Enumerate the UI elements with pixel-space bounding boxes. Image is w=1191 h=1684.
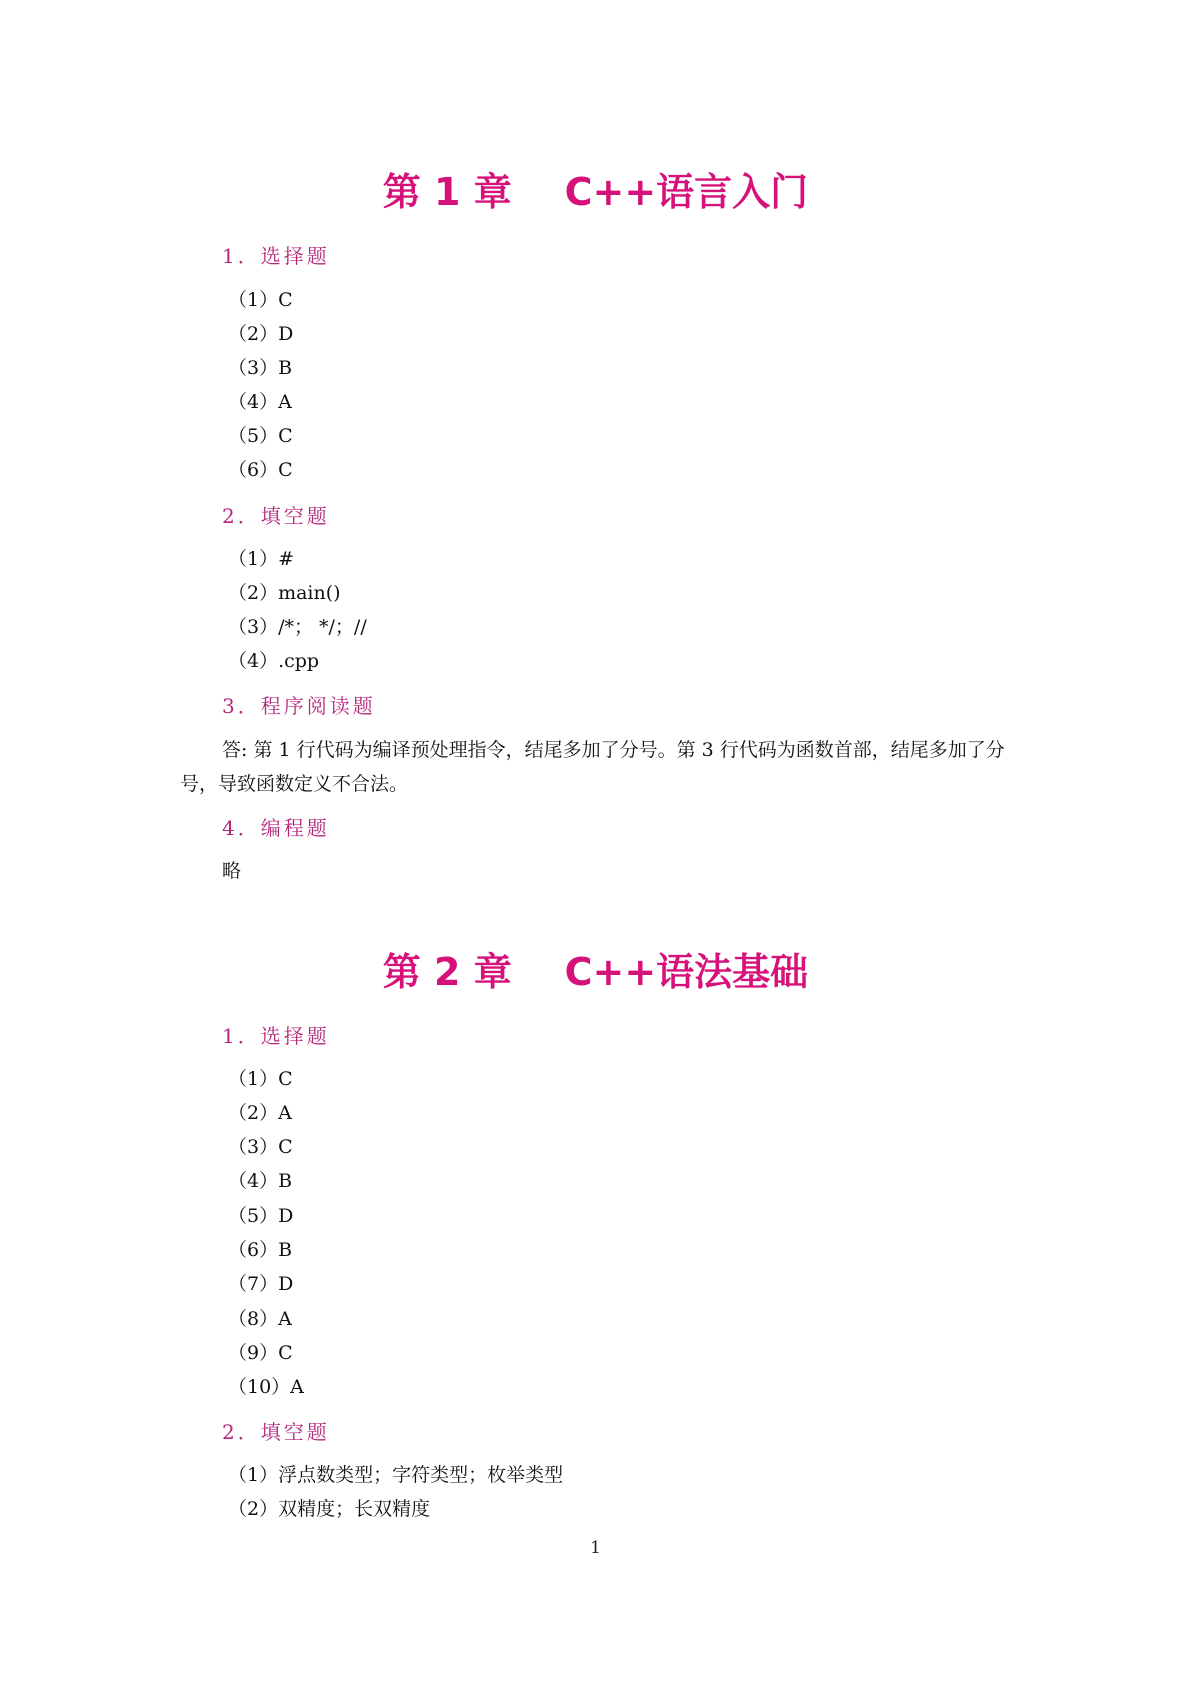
- ch1-fill-heading: 2．填空题: [222, 504, 330, 528]
- ch2-choice-heading: 1．选择题: [222, 1024, 330, 1048]
- chapter-1-title: 第 1 章 C++语言入门: [382, 170, 809, 214]
- ch1-fill-answer: （4）.cpp: [228, 650, 320, 672]
- ch2-fill-heading: 2．填空题: [222, 1420, 330, 1444]
- ch1-choice-answer: （1）C: [228, 289, 293, 311]
- ch1-fill-answer: （2）main(): [228, 582, 341, 604]
- ch1-choice-answer: （2）D: [228, 323, 294, 345]
- ch2-choice-answer: （1）C: [228, 1068, 293, 1090]
- ch1-choice-answer: （5）C: [228, 425, 293, 447]
- ch2-choice-answer: （7）D: [228, 1273, 294, 1295]
- ch1-fill-answer: （3）/*； */；//: [228, 616, 367, 638]
- ch2-choice-answer: （9）C: [228, 1342, 293, 1364]
- ch2-choice-answer: （4）B: [228, 1170, 293, 1192]
- ch1-reading-heading: 3．程序阅读题: [222, 694, 376, 718]
- ch1-choice-answer: （6）C: [228, 459, 293, 481]
- ch2-choice-answer: （5）D: [228, 1205, 294, 1227]
- ch2-choice-answer: （10）A: [228, 1376, 304, 1398]
- ch2-choice-answer: （8）A: [228, 1308, 292, 1330]
- ch2-fill-answer: （2）双精度；长双精度: [228, 1498, 431, 1520]
- ch2-choice-answer: （6）B: [228, 1239, 293, 1261]
- ch1-choice-answer: （4）A: [228, 391, 292, 413]
- ch1-programming-answer: 略: [222, 860, 242, 882]
- ch1-reading-answer: 答: 第 1 行代码为编译预处理指令，结尾多加了分号。第 3 行代码为函数首部，结尾多加了分号，导致函数定义不合法。: [180, 739, 1005, 795]
- ch1-fill-answer: （1）#: [228, 548, 295, 570]
- ch1-choice-heading: 1．选择题: [222, 244, 330, 268]
- ch2-choice-answer: （2）A: [228, 1102, 292, 1124]
- ch2-choice-answer: （3）C: [228, 1136, 293, 1158]
- ch1-choice-answer: （3）B: [228, 357, 293, 379]
- chapter-2-title: 第 2 章 C++语法基础: [382, 950, 809, 994]
- ch2-fill-answer: （1）浮点数类型；字符类型；枚举类型: [228, 1464, 564, 1486]
- ch1-programming-heading: 4．编程题: [222, 816, 330, 840]
- page-number: 1: [590, 1538, 601, 1558]
